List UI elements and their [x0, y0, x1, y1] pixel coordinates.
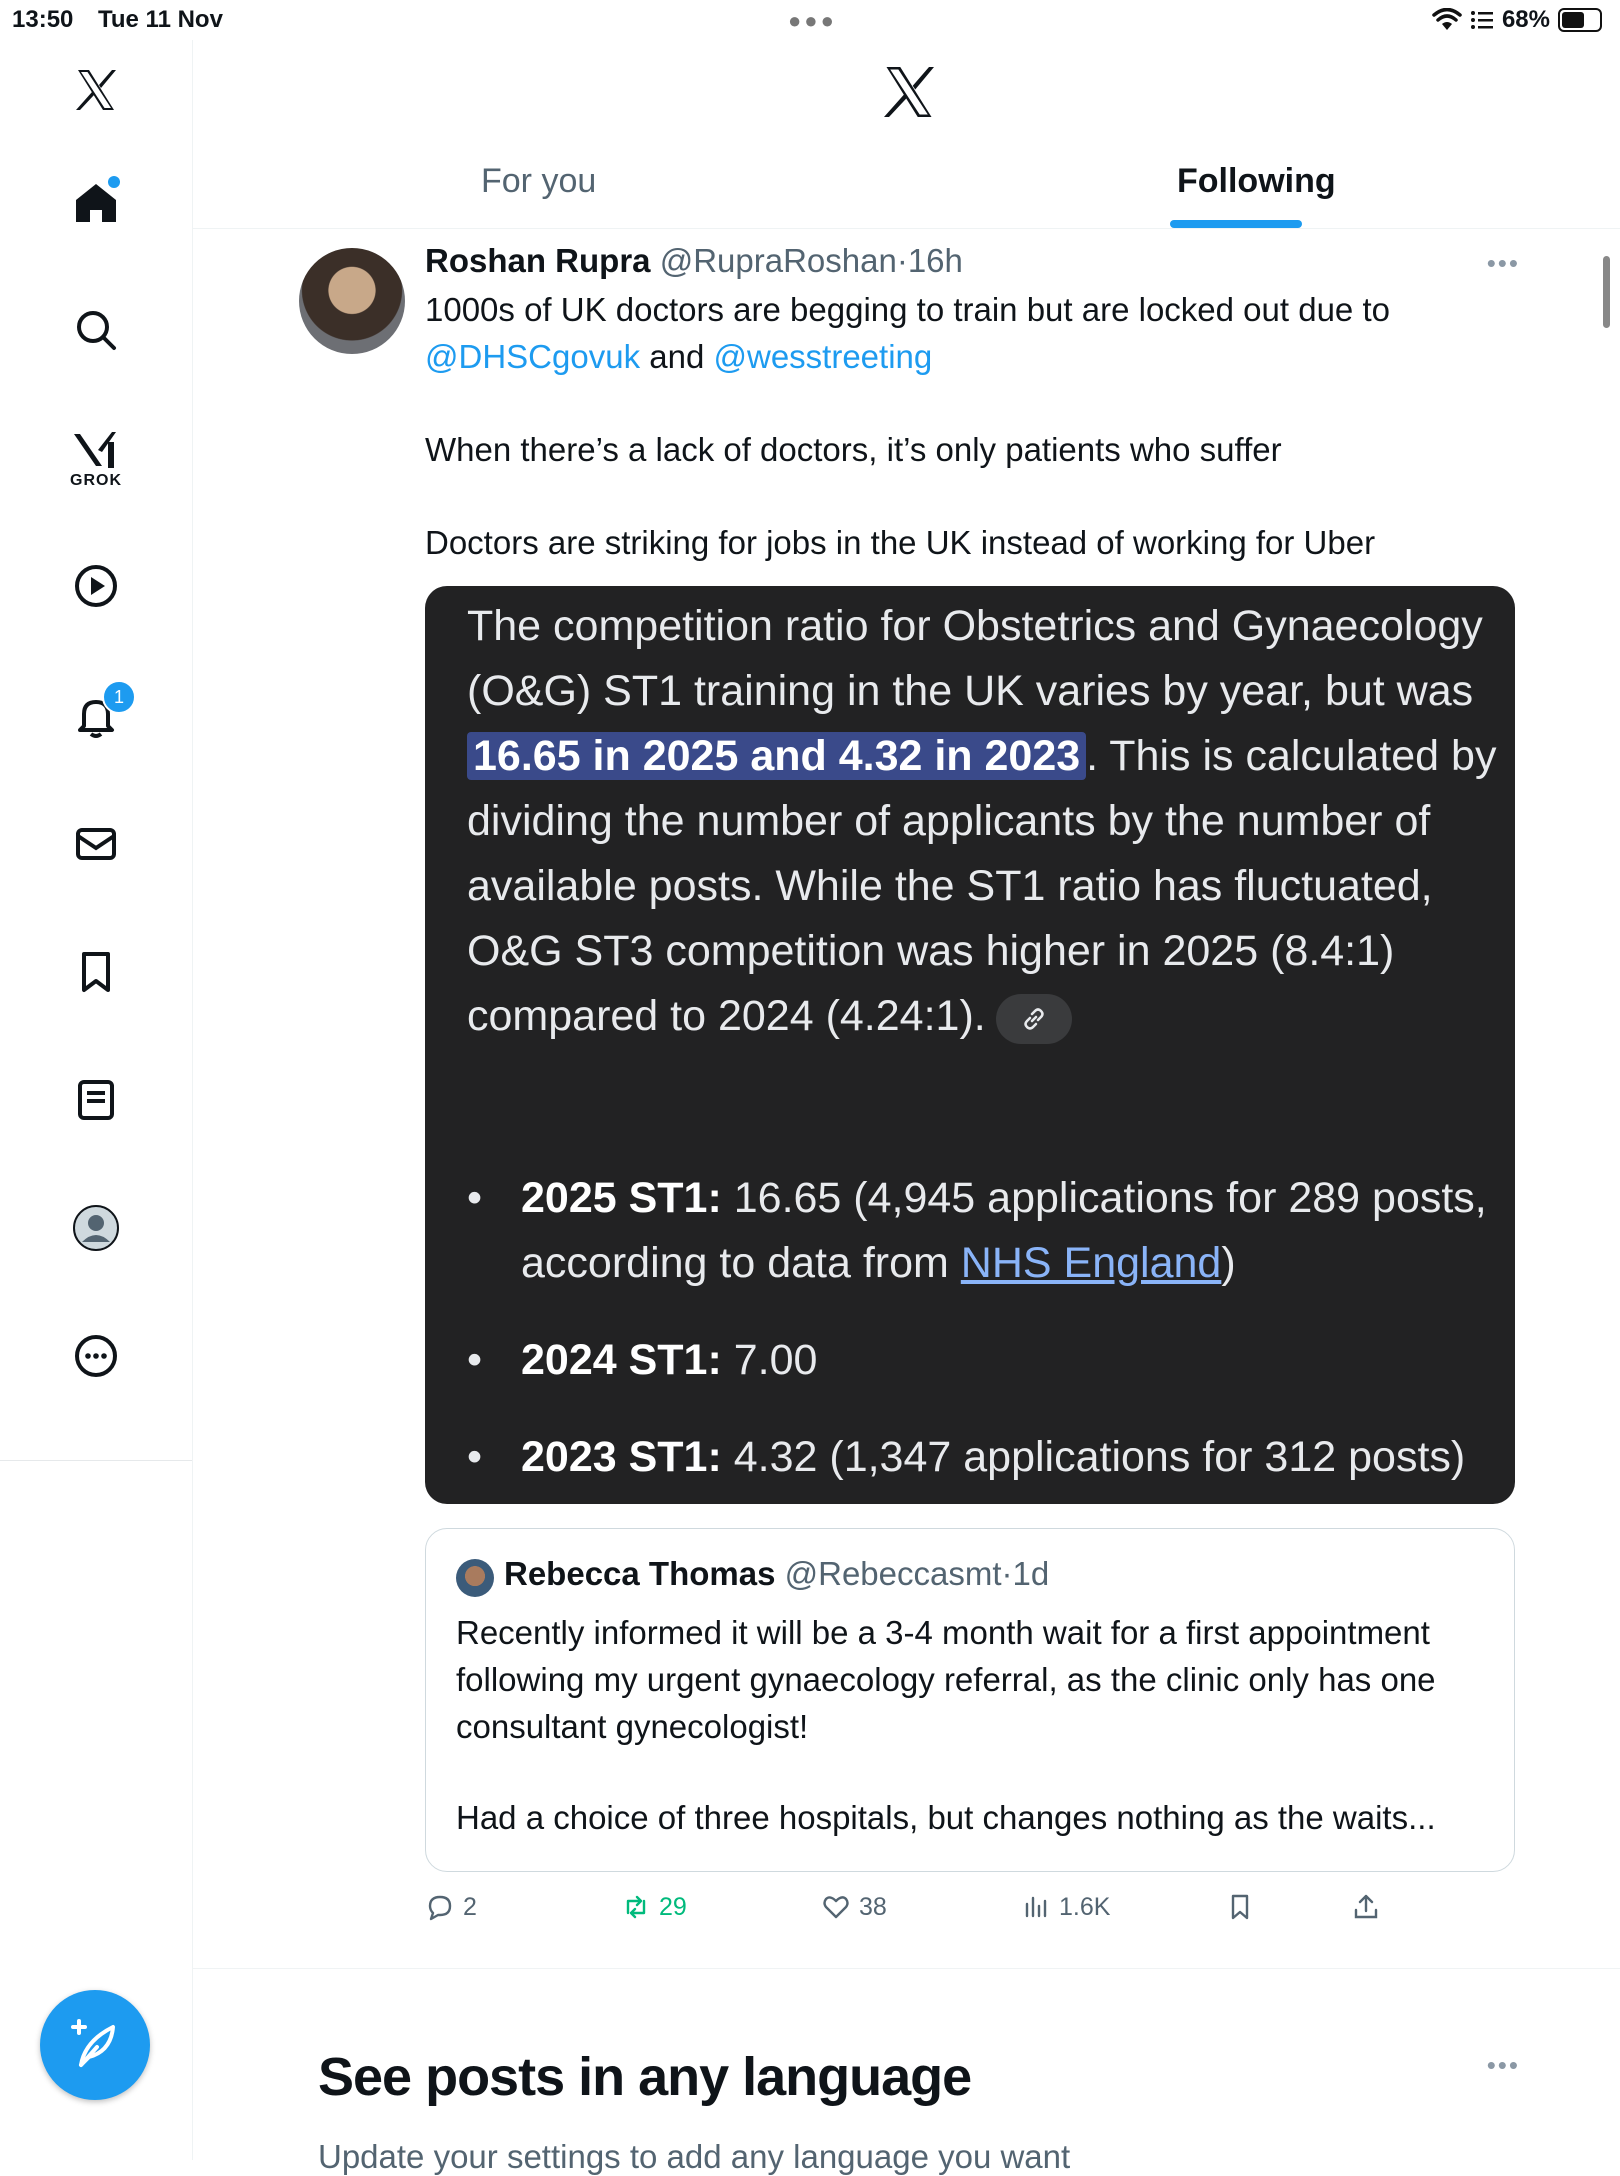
status-bar	[0, 0, 1620, 40]
like-count: 38	[859, 1892, 887, 1921]
sidebar-divider	[0, 1460, 192, 1461]
views-count: 1.6K	[1059, 1892, 1111, 1921]
x-logo-icon[interactable]	[70, 64, 122, 116]
bullet-tail: )	[1221, 1239, 1236, 1287]
list-item	[467, 1166, 1497, 1296]
nhs-england-link: NHS England	[960, 1239, 1222, 1287]
reply-icon	[425, 1892, 455, 1922]
views-chart-icon	[1021, 1892, 1051, 1922]
tweet-time[interactable]: 16h	[907, 242, 963, 279]
quoted-tweet-header	[504, 1555, 1049, 1593]
status-date: Tue 11 Nov	[98, 6, 223, 33]
tweet-text-line1: 1000s of UK doctors are begging to train but are locked out due to	[425, 291, 1390, 328]
repost-button[interactable]	[621, 1892, 687, 1922]
language-prompt-subtitle: Update your settings to add any language you want	[318, 2138, 1071, 2175]
sidebar-item-profile[interactable]	[70, 1202, 122, 1254]
sidebar-item-more[interactable]	[70, 1330, 122, 1382]
more-options-icon[interactable]: •••	[1486, 248, 1520, 278]
tweet-paragraph-3: Doctors are striking for jobs in the UK instead of working for Uber	[425, 524, 1376, 561]
x-logo-icon[interactable]	[879, 62, 939, 122]
sidebar-item-home[interactable]	[70, 176, 122, 228]
quoted-author-name: Rebecca Thomas	[504, 1555, 776, 1592]
notifications-badge: 1	[102, 680, 136, 714]
sidebar-item-grok[interactable]	[70, 424, 122, 489]
bookmark-button[interactable]	[1225, 1892, 1255, 1922]
lists-icon	[72, 1076, 120, 1124]
bookmarks-icon	[72, 948, 120, 996]
bookmark-icon	[1225, 1892, 1255, 1922]
sidebar-item-bookmarks[interactable]	[70, 946, 122, 998]
author-handle[interactable]: @RupraRoshan	[659, 242, 897, 279]
bullet-text: 16.65 (4,945 applications for 289 posts, according to data from	[521, 1174, 1487, 1287]
separator: ·	[896, 242, 908, 279]
compose-post-button[interactable]	[40, 1990, 150, 2100]
grok-icon	[72, 426, 120, 474]
bullet-label: 2025 ST1:	[521, 1174, 722, 1222]
battery-percent: 68%	[1501, 6, 1550, 33]
sidebar-item-messages[interactable]	[70, 818, 122, 870]
tweet[interactable]	[193, 228, 1620, 1969]
status-time: 13:50	[12, 6, 74, 33]
tweet-image[interactable]	[425, 586, 1515, 1504]
grok-label: GROK	[70, 472, 122, 489]
tab-following[interactable]: Following	[1177, 162, 1336, 200]
link-icon	[1019, 1004, 1049, 1034]
image-bullet-list	[467, 1166, 1497, 1504]
more-options-icon[interactable]: •••	[1486, 2050, 1520, 2080]
profile-avatar-icon	[72, 1204, 120, 1252]
sidebar-item-lists[interactable]	[70, 1074, 122, 1126]
language-prompt-title: See posts in any language	[318, 2047, 972, 2107]
bullet-label: 2023 ST1:	[521, 1433, 722, 1481]
video-icon	[72, 562, 120, 610]
compose-post-icon	[67, 2017, 123, 2073]
author-name[interactable]: Roshan Rupra	[425, 242, 651, 279]
reply-count: 2	[463, 1892, 477, 1921]
quoted-tweet-text	[456, 1609, 1496, 1841]
repost-count: 29	[659, 1892, 687, 1921]
avatar[interactable]	[299, 248, 405, 354]
tweet-header	[425, 242, 963, 280]
list-item	[467, 1425, 1497, 1490]
tweet-actions	[425, 1892, 1525, 1940]
sidebar-nav	[0, 40, 193, 2160]
reply-button[interactable]	[425, 1892, 477, 1922]
quoted-time: 1d	[1012, 1555, 1050, 1592]
source-link-chip	[996, 994, 1072, 1044]
and-word: and	[649, 338, 705, 375]
search-icon	[72, 306, 120, 354]
heart-icon	[821, 1892, 851, 1922]
quoted-author-handle: @Rebeccasmt	[784, 1555, 1002, 1592]
image-paragraph	[467, 594, 1497, 1049]
multitasking-dots-icon[interactable]: ●●●	[788, 8, 837, 33]
home-new-dot	[108, 176, 120, 188]
like-button[interactable]	[821, 1892, 887, 1922]
tab-for-you[interactable]: For you	[481, 162, 597, 200]
sidebar-item-search[interactable]	[70, 304, 122, 356]
more-circle-icon	[72, 1332, 120, 1380]
image-highlight: 16.65 in 2025 and 4.32 in 2023	[467, 732, 1086, 780]
share-button[interactable]	[1351, 1892, 1381, 1922]
image-text-before: The competition ratio for Obstetrics and Gynaecology (O&G) ST1 training in the UK varies by year, but was	[467, 602, 1483, 715]
timeline-header	[193, 40, 1620, 229]
repost-icon	[621, 1892, 651, 1922]
messages-envelope-icon	[72, 820, 120, 868]
mention-wesstreeting[interactable]: @wesstreeting	[713, 338, 933, 375]
status-indicators	[1432, 6, 1602, 34]
quoted-avatar	[456, 1559, 494, 1597]
sidebar-item-notifications[interactable]	[70, 686, 124, 742]
mention-dhsc[interactable]: @DHSCgovuk	[425, 338, 641, 375]
bullet-text: 7.00	[721, 1336, 818, 1384]
image-text-after: . This is calculated by dividing the number of applicants by the number of available posts. While the ST1 ratio has fluctuated, O&G ST3 competition was higher in 2025 (8.4:1) compared to 2024 (4.24:1).	[467, 732, 1497, 1040]
separator: ·	[1001, 1555, 1013, 1592]
battery-icon	[1558, 8, 1602, 32]
active-tab-indicator	[1170, 220, 1302, 228]
tweet-paragraph-2: When there’s a lack of doctors, it’s only patients who suffer	[425, 431, 1282, 468]
list-item	[467, 1328, 1497, 1393]
bullet-label: 2024 ST1:	[521, 1336, 722, 1384]
quoted-tweet[interactable]	[425, 1528, 1515, 1872]
tweet-text	[425, 286, 1525, 566]
quoted-paragraph-2: Had a choice of three hospitals, but changes nothing as the waits...	[456, 1799, 1436, 1836]
focus-list-icon	[1470, 9, 1494, 31]
share-icon	[1351, 1892, 1381, 1922]
bullet-text: 4.32 (1,347 applications for 312 posts)	[721, 1433, 1466, 1481]
quoted-paragraph-1: Recently informed it will be a 3-4 month wait for a first appointment following my urgent gynaecology referral, as the clinic only has one consultant gynecologist!	[456, 1614, 1436, 1745]
views-button[interactable]	[1021, 1892, 1110, 1922]
wifi-icon	[1432, 8, 1462, 32]
sidebar-item-video[interactable]	[70, 560, 122, 612]
